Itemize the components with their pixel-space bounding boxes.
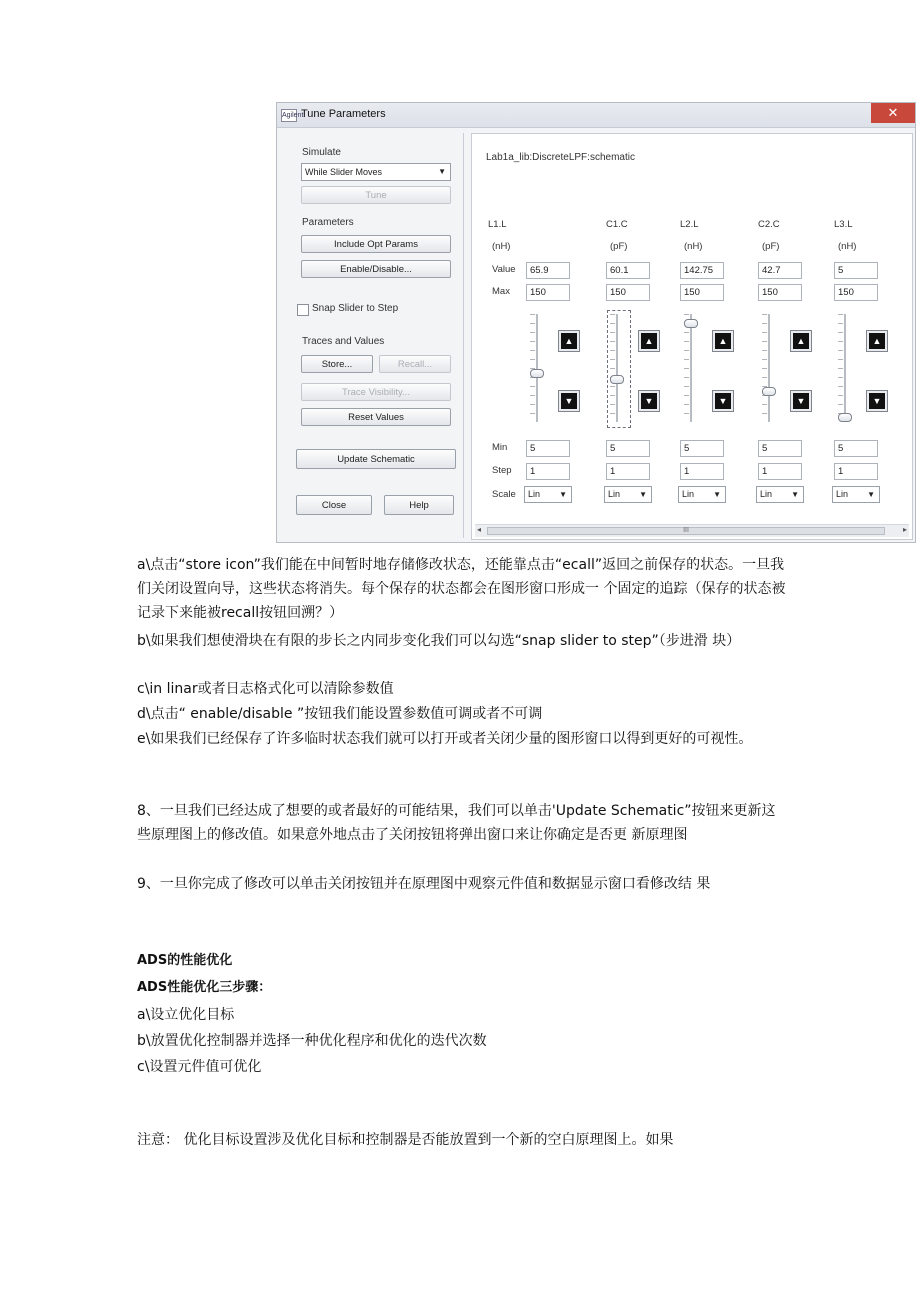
chevron-down-icon: ▼ — [639, 490, 647, 499]
down-arrow-button[interactable] — [638, 390, 660, 412]
scroll-left-icon[interactable]: ◂ — [477, 525, 482, 534]
param-step-input[interactable]: 1 — [758, 463, 802, 480]
up-arrow-button[interactable] — [790, 330, 812, 352]
note-paragraph: 注意： 优化目标设置涉及优化目标和控制器是否能放置到一个新的空白原理图上。如果 — [137, 1132, 674, 1148]
down-arrow-icon: ▼ — [641, 393, 657, 409]
update-schematic-button[interactable]: Update Schematic — [296, 449, 456, 469]
design-name: Lab1a_lib:DiscreteLPF:schematic — [486, 152, 635, 163]
param-max-input[interactable]: 150 — [680, 284, 724, 301]
param-unit: (pF) — [610, 241, 628, 252]
slider-track[interactable] — [536, 314, 538, 422]
slider-track[interactable] — [844, 314, 846, 422]
parameter-sliders-panel — [471, 133, 913, 540]
scrollbar-thumb[interactable]: III — [487, 527, 885, 535]
param-name: L3.L — [834, 219, 853, 230]
paragraph-c: c\in linar或者日志格式化可以清除参数值 — [137, 681, 394, 697]
param-value-input[interactable]: 42.7 — [758, 262, 802, 279]
param-min-input[interactable]: 5 — [680, 440, 724, 457]
param-scale-select[interactable] — [678, 486, 726, 503]
scale-value: Lin — [836, 489, 849, 499]
param-unit: (pF) — [762, 241, 780, 252]
slider-thumb[interactable] — [530, 369, 544, 378]
param-scale-select[interactable] — [524, 486, 572, 503]
simulate-label: Simulate — [302, 147, 341, 158]
scroll-right-icon[interactable]: ▸ — [902, 525, 907, 534]
window-close-button[interactable]: ✕ — [871, 103, 915, 123]
param-value-input[interactable]: 142.75 — [680, 262, 724, 279]
slider-ticks — [762, 314, 767, 422]
tune-button[interactable]: Tune — [301, 186, 451, 204]
up-arrow-button[interactable] — [558, 330, 580, 352]
simulate-mode-select[interactable] — [301, 163, 451, 181]
slider-thumb[interactable] — [762, 387, 776, 396]
slider-ticks — [530, 314, 535, 422]
slider-ticks — [610, 314, 615, 422]
param-step-input[interactable]: 1 — [606, 463, 650, 480]
app-icon: Agilent — [281, 109, 297, 122]
slider-track[interactable] — [616, 314, 618, 422]
slider-thumb[interactable] — [610, 375, 624, 384]
up-arrow-icon: ▲ — [641, 333, 657, 349]
down-arrow-icon: ▼ — [715, 393, 731, 409]
parameters-label: Parameters — [302, 217, 354, 228]
close-button[interactable]: Close — [296, 495, 372, 515]
down-arrow-icon: ▼ — [793, 393, 809, 409]
step-a: a\设立优化目标 — [137, 1007, 235, 1023]
param-max-input[interactable]: 150 — [526, 284, 570, 301]
slider-ticks — [838, 314, 843, 422]
chevron-down-icon: ▼ — [791, 490, 799, 499]
chevron-down-icon: ▼ — [559, 490, 567, 499]
param-value-input[interactable]: 65.9 — [526, 262, 570, 279]
left-control-panel — [285, 133, 464, 538]
param-scale-select[interactable] — [604, 486, 652, 503]
down-arrow-button[interactable] — [712, 390, 734, 412]
slider-ticks — [684, 314, 689, 422]
param-min-input[interactable]: 5 — [606, 440, 650, 457]
param-min-input[interactable]: 5 — [834, 440, 878, 457]
paragraph-b: b\如果我们想使滑块在有限的步长之内同步变化我们可以勾选“snap slider to step”（步进滑 块） — [137, 633, 741, 649]
traces-values-label: Traces and Values — [302, 336, 385, 347]
paragraph-a: a\点击“store icon”我们能在中间暂时地存储修改状态，还能靠点击“ecall”返回之前保存的状态。一旦我们关闭设置向导，这些状态将消失。每个保存的状态都会在图形窗口形成一 个固定的追踪（保存的状态被记录下来能被recall按钮回溯？） — [137, 557, 786, 621]
param-unit: (nH) — [838, 241, 857, 252]
heading-ads-optimization: ADS的性能优化 — [137, 953, 233, 968]
up-arrow-icon: ▲ — [869, 333, 885, 349]
paragraph-d: d\点击“ enable/disable ”按钮我们能设置参数值可调或者不可调 — [137, 706, 543, 722]
up-arrow-button[interactable] — [638, 330, 660, 352]
param-max-input[interactable]: 150 — [758, 284, 802, 301]
up-arrow-icon: ▲ — [561, 333, 577, 349]
param-step-input[interactable]: 1 — [526, 463, 570, 480]
up-arrow-button[interactable] — [866, 330, 888, 352]
value-row-label: Value — [492, 264, 516, 275]
scale-value: Lin — [528, 489, 541, 499]
down-arrow-button[interactable] — [790, 390, 812, 412]
param-min-input[interactable]: 5 — [758, 440, 802, 457]
param-name: C2.C — [758, 219, 780, 230]
simulate-mode-value: While Slider Moves — [305, 167, 383, 177]
down-arrow-icon: ▼ — [561, 393, 577, 409]
reset-values-button[interactable]: Reset Values — [301, 408, 451, 426]
param-value-input[interactable]: 5 — [834, 262, 878, 279]
paragraph-9: 9、一旦你完成了修改可以单击关闭按钮并在原理图中观察元件值和数据显示窗口看修改结 果 — [137, 876, 711, 892]
param-step-input[interactable]: 1 — [680, 463, 724, 480]
help-button[interactable]: Help — [384, 495, 454, 515]
down-arrow-button[interactable] — [866, 390, 888, 412]
scale-value: Lin — [608, 489, 621, 499]
paragraph-e: e\如果我们已经保存了许多临时状态我们就可以打开或者关闭少量的图形窗口以得到更好的可视性。 — [137, 731, 753, 747]
slider-thumb[interactable] — [838, 413, 852, 422]
step-row-label: Step — [492, 465, 512, 476]
down-arrow-button[interactable] — [558, 390, 580, 412]
slider-thumb[interactable] — [684, 319, 698, 328]
param-scale-select[interactable] — [756, 486, 804, 503]
chevron-down-icon: ▼ — [713, 490, 721, 499]
trace-visibility-button[interactable]: Trace Visibility... — [301, 383, 451, 401]
param-name: L2.L — [680, 219, 699, 230]
up-arrow-icon: ▲ — [793, 333, 809, 349]
param-min-input[interactable]: 5 — [526, 440, 570, 457]
snap-slider-checkbox[interactable] — [297, 304, 309, 316]
scale-value: Lin — [682, 489, 695, 499]
scale-row-label: Scale — [492, 489, 516, 500]
max-row-label: Max — [492, 286, 510, 297]
param-max-input[interactable]: 150 — [606, 284, 650, 301]
tune-parameters-dialog — [276, 102, 916, 543]
title-bar — [277, 103, 915, 128]
param-scale-select[interactable] — [832, 486, 880, 503]
min-row-label: Min — [492, 442, 508, 453]
heading-three-steps: ADS性能优化三步骤： — [137, 980, 272, 995]
param-value-input[interactable]: 60.1 — [606, 262, 650, 279]
slider-track[interactable] — [768, 314, 770, 422]
chevron-down-icon: ▼ — [867, 490, 875, 499]
include-opt-params-button[interactable]: Include Opt Params — [301, 235, 451, 253]
snap-slider-label: Snap Slider to Step — [312, 303, 399, 314]
enable-disable-button[interactable]: Enable/Disable... — [301, 260, 451, 278]
down-arrow-icon: ▼ — [869, 393, 885, 409]
param-unit: (nH) — [492, 241, 511, 252]
paragraph-8: 8、一旦我们已经达成了想要的或者最好的可能结果，我们可以单击'Update Schematic”按钮来更新这些原理图上的修改值。如果意外地点击了关闭按钮将弹出窗口来让你确定是否更 新原理图 — [137, 803, 776, 843]
dialog-title: Tune Parameters — [301, 108, 386, 120]
param-unit: (nH) — [684, 241, 703, 252]
chevron-down-icon: ▼ — [438, 167, 446, 176]
scale-value: Lin — [760, 489, 773, 499]
slider-track[interactable] — [690, 314, 692, 422]
param-step-input[interactable]: 1 — [834, 463, 878, 480]
step-c: c\设置元件值可优化 — [137, 1059, 262, 1075]
store-button[interactable]: Store... — [301, 355, 373, 373]
horizontal-scrollbar[interactable] — [475, 524, 909, 537]
param-max-input[interactable]: 150 — [834, 284, 878, 301]
param-name: L1.L — [488, 219, 507, 230]
recall-button[interactable]: Recall... — [379, 355, 451, 373]
param-name: C1.C — [606, 219, 628, 230]
step-b: b\放置优化控制器并选择一种优化程序和优化的迭代次数 — [137, 1033, 487, 1049]
up-arrow-icon: ▲ — [715, 333, 731, 349]
up-arrow-button[interactable] — [712, 330, 734, 352]
